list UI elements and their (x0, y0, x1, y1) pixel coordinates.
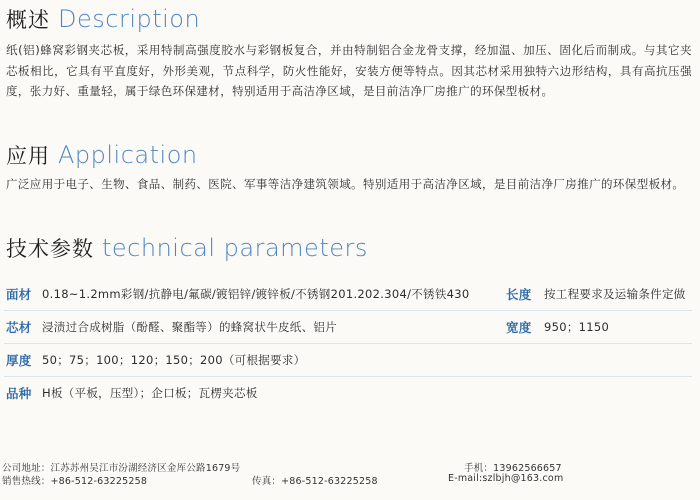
param-label: 芯材 (6, 320, 32, 335)
contact-footer (2, 460, 692, 486)
param-right-label: 宽度 (506, 320, 532, 335)
param-right-value: 950；1150 (544, 320, 610, 334)
description-section (6, 4, 692, 102)
param-label: 品种 (6, 386, 32, 401)
param-label: 厚度 (6, 353, 32, 368)
param-value: 0.18~1.2mm彩钢/抗静电/氟碳/镀铝锌/镀锌板/不锈钢201.202.304/不锈铁430 (42, 286, 470, 301)
technical-heading (6, 233, 692, 263)
param-value: H板（平板，压型）；企口板；瓦楞夹芯板 (42, 386, 258, 400)
footer-address: 公司地址：江苏苏州吴江市汾湖经济区金厍公路1679号 (2, 463, 241, 474)
param-value: 浸渍过合成树脂（酚醛、聚酯等）的蜂窝状牛皮纸、铝片 (42, 320, 337, 334)
param-row-variety (4, 376, 692, 409)
footer-email: E-mail:szlbjh@163.com (448, 473, 564, 484)
description-heading-en: Description (58, 5, 201, 33)
param-value: 50；75；100；120；150；200（可根据要求） (42, 353, 306, 367)
param-right-label: 长度 (506, 286, 532, 302)
description-heading (6, 4, 692, 34)
footer-row-2 (2, 473, 692, 486)
application-text: 广泛应用于电子、生物、食品、制药、医院、军事等洁净建筑领域。特别适用于高洁净区域，是目前洁净厂房推广的环保型板材。 (6, 177, 685, 191)
description-text: 纸(铝)蜂窝彩钢夹芯板，采用特制高强度胶水与彩钢板复合，并由特制铝合金龙骨支撑，经加温、加压、固化后而制成。与其它夹芯板相比，它具有平直度好，外形美观，节点科学，防火性能好，安装方便等特点。因其芯材采用独特六边形结构，具有高抗压强度，张力好、重量轻，属于绿色环保建材，特别适用于高洁净区域，是目前洁净厂房推广的环保型板材。 (6, 43, 692, 98)
application-heading (6, 140, 692, 170)
technical-heading-en: technical parameters (102, 234, 368, 262)
application-section (6, 140, 692, 195)
technical-heading-zh: 技术参数 (6, 237, 94, 261)
application-heading-en: Application (58, 141, 198, 169)
param-row-thickness (4, 343, 692, 376)
param-label: 面材 (6, 286, 32, 302)
param-row-core (4, 310, 692, 343)
footer-mobile: 手机：13962566657 (464, 463, 562, 474)
footer-fax: 传真：+86-512-63225258 (252, 476, 378, 487)
application-heading-zh: 应用 (6, 144, 50, 168)
technical-section (6, 233, 692, 263)
param-right-value: 按工程要求及运输条件定做 (544, 286, 686, 301)
footer-row-1 (2, 460, 692, 473)
param-row-facing (4, 277, 692, 310)
description-heading-zh: 概述 (6, 8, 50, 32)
footer-hotline: 销售热线：+86-512-63225258 (2, 476, 148, 487)
parameters-table (4, 277, 692, 409)
